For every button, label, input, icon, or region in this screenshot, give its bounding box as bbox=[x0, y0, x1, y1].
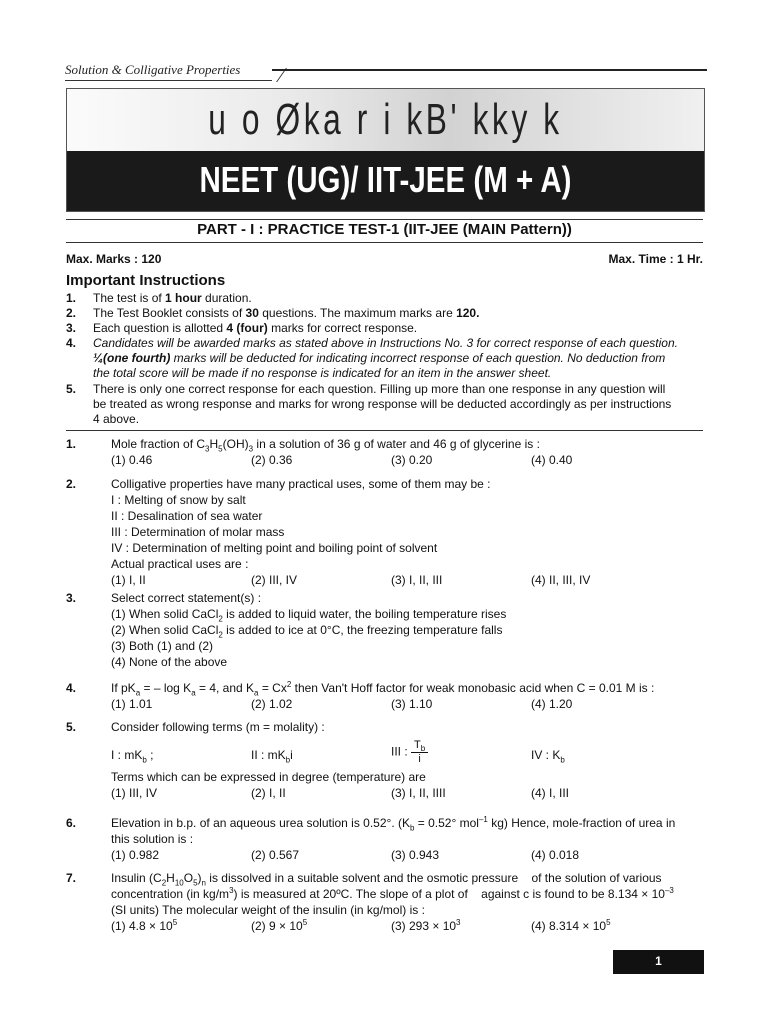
question-line: II : Desalination of sea water bbox=[111, 509, 263, 523]
option[interactable]: (3) I, II, III bbox=[391, 573, 443, 587]
banner-top bbox=[67, 89, 704, 151]
question-text: Mole fraction of $C_3H_5(OH)_3$ in a solution of 36 g of water and 46 g of glycerine is : bbox=[111, 437, 540, 454]
question-line: this solution is : bbox=[111, 832, 194, 846]
instruction-item: 4. Candidates will be awarded marks as stated above in Instructions No. 3 for correct response of each question. ¼(one fourth) marks will be deducted for indicating incorrect response of each question. No deduction from the total score will be made if no response is indicated for an item in the answer sheet. bbox=[66, 336, 678, 380]
max-marks: Max. Marks : 120 bbox=[66, 252, 162, 266]
term: III : $\frac{T_b}{i}$ bbox=[391, 739, 428, 766]
option[interactable]: (4) $8.314 \times 10^5$ bbox=[531, 918, 611, 933]
question-line: III : Determination of molar mass bbox=[111, 525, 285, 539]
option[interactable]: (1) III, IV bbox=[111, 786, 158, 800]
option[interactable]: (3) $293 \times 10^3$ bbox=[391, 918, 461, 933]
option[interactable]: (3) Both (1) and (2) bbox=[111, 639, 214, 653]
banner-title: NEET (UG)/ IIT-JEE (M + A) bbox=[199, 159, 572, 200]
options bbox=[111, 785, 706, 801]
option[interactable]: (4) 0.018 bbox=[531, 848, 580, 862]
question-line: IV : Determination of melting point and boiling point of solvent bbox=[111, 541, 438, 555]
option[interactable]: (1) 1.01 bbox=[111, 697, 153, 711]
question-7: 7. Insulin $(C_2H_{10}O_5)_n$ is dissolved in a suitable solvent and the osmotic pressure of the solution of various concentration (in $kg/m^3$) is measured at 20ºC. The slope of a plot of against c is found to be $8.134 \times 10^{-3}$ (SI units) The molecular weight of the insulin (in kg/mol) is : (1) $4.8 \times 10^5$ (2) $9 \times 10^5$ (3) $293 \times 10^3$ (4) $8.314 \times 10^5$ bbox=[66, 870, 706, 934]
option[interactable]: (4) None of the above bbox=[111, 655, 228, 669]
term: II : $mK_bi$ bbox=[251, 748, 293, 765]
question-text: Elevation in b.p. of an aqueous urea solution is 0.52°. ($K_b = 0.52^\circ$ mol$^{-1}$ kg) Hence, mole-fraction of urea in bbox=[111, 815, 676, 833]
terms-row bbox=[111, 735, 706, 769]
section-title: Solution & Colligative Properties bbox=[65, 62, 241, 77]
question-4: 4. If $pK_a$ = – $\log K_a = 4$, and $K_a = Cx^2$ then Van't Hoff factor for weak monobasic acid when C = 0.01 M is : (1) 1.01 (2) 1.02 (3) 1.10 (4) 1.20 bbox=[66, 680, 706, 712]
option[interactable]: (2) III, IV bbox=[251, 573, 298, 587]
option[interactable]: (2) $9 \times 10^5$ bbox=[251, 918, 308, 933]
instruction-item: 5. There is only one correct response for each question. Filling up more than one response in any question will be treated as wrong response and marks for wrong response will be deducted accordingly as per instructions 4 above. bbox=[66, 382, 672, 426]
question-text: Select correct statement(s) : bbox=[111, 591, 262, 605]
divider bbox=[66, 219, 703, 220]
title-banner bbox=[66, 88, 705, 212]
question-1: 1. Mole fraction of $C_3H_5(OH)_3$ in a solution of 36 g of water and 46 g of glycerine is : (1) 0.46 (2) 0.36 (3) 0.20 (4) 0.40 bbox=[66, 436, 706, 468]
option[interactable]: (3) 0.20 bbox=[391, 453, 433, 467]
instruction-item: 3. Each question is allotted 4 (four) marks for correct response. bbox=[66, 321, 418, 335]
option[interactable]: (1) When solid CaCl$_2$ is added to liquid water, the boiling temperature rises bbox=[111, 607, 507, 624]
instruction-item: 2. The Test Booklet consists of 30 questions. The maximum marks are 120. bbox=[66, 306, 480, 320]
divider bbox=[66, 430, 703, 431]
question-6: 6. Elevation in b.p. of an aqueous urea solution is 0.52°. ($K_b = 0.52^\circ$ mol$^{-1}$ kg) Hence, mole-fraction of urea in this solution is : (1) 0.982 (2) 0.567 (3) 0.943 (4) 0.018 bbox=[66, 815, 706, 863]
question-2: 2. Colligative properties have many practical uses, some of them may be : I : Melting of snow by salt II : Desalination of sea water III : Determination of molar mass IV : Determination of melting point and boiling point of solvent Actual practical uses are : (1) I, II (2) III, IV (3) I, II, III (4) II, III, IV bbox=[66, 476, 706, 588]
hindi-title: u o Øka r i kB' kky k bbox=[208, 95, 563, 144]
option[interactable]: (4) II, III, IV bbox=[531, 573, 591, 587]
option[interactable]: (1) $4.8 \times 10^5$ bbox=[111, 918, 178, 933]
instructions-heading: Important Instructions bbox=[66, 272, 226, 289]
question-line: concentration (in $kg/m^3$) is measured at 20ºC. The slope of a plot of against c is found to be $8.134 \times 10^{-3}$ bbox=[111, 886, 674, 901]
banner-bottom bbox=[67, 151, 704, 211]
term: I : $mK_b$ ; bbox=[111, 748, 154, 765]
option[interactable]: (4) 1.20 bbox=[531, 697, 573, 711]
option[interactable]: (1) 0.46 bbox=[111, 453, 153, 467]
option[interactable]: (2) I, II bbox=[251, 786, 286, 800]
option[interactable]: (3) 1.10 bbox=[391, 697, 433, 711]
question-text: Consider following terms (m = molality) : bbox=[111, 720, 325, 734]
max-time: Max. Time : 1 Hr. bbox=[608, 252, 703, 266]
option[interactable]: (3) 0.943 bbox=[391, 848, 440, 862]
options bbox=[111, 847, 706, 863]
option[interactable]: (1) I, II bbox=[111, 573, 146, 587]
option[interactable]: (2) When solid CaCl$_2$ is added to ice at 0°C, the freezing temperature falls bbox=[111, 623, 503, 640]
part-title: PART - I : PRACTICE TEST-1 (IIT-JEE (MAIN Pattern)) bbox=[197, 221, 572, 238]
options bbox=[111, 572, 706, 588]
question-line: I : Melting of snow by salt bbox=[111, 493, 246, 507]
divider bbox=[66, 242, 703, 243]
option[interactable]: (4) 0.40 bbox=[531, 453, 573, 467]
question-line: (SI units) The molecular weight of the insulin (in kg/mol) is : bbox=[111, 903, 425, 917]
option[interactable]: (2) 1.02 bbox=[251, 697, 293, 711]
question-3: 3. Select correct statement(s) : (1) When solid CaCl$_2$ is added to liquid water, the boiling temperature rises (2) When solid CaCl$_2$ is added to ice at 0°C, the freezing temperature falls (3) Both (1) and (2) (4) None of the above bbox=[66, 590, 706, 670]
question-text: Insulin $(C_2H_{10}O_5)_n$ is dissolved in a suitable solvent and the osmotic pressure of the solution of various bbox=[111, 871, 662, 888]
option[interactable]: (4) I, III bbox=[531, 786, 570, 800]
question-text: If $pK_a$ = – $\log K_a = 4$, and $K_a = Cx^2$ then Van't Hoff factor for weak monobasic acid when C = 0.01 M is : bbox=[111, 680, 655, 698]
question-line: Actual practical uses are : bbox=[111, 557, 249, 571]
options bbox=[111, 696, 706, 712]
option[interactable]: (1) 0.982 bbox=[111, 848, 160, 862]
option[interactable]: (2) 0.567 bbox=[251, 848, 300, 862]
term: IV : $K_b$ bbox=[531, 748, 565, 765]
option[interactable]: (2) 0.36 bbox=[251, 453, 293, 467]
question-5: 5. Consider following terms (m = molality) : I : $mK_b$ ; II : $mK_bi$ III : $\frac{T_b}{i}$ IV : $K_b$ Terms which can be expressed in degree (temperature) are (1) III, IV (2) I, II (3) I, II, IIII (4) I, III bbox=[66, 719, 706, 801]
question-text: Colligative properties have many practical uses, some of them may be : bbox=[111, 477, 491, 491]
options bbox=[111, 918, 706, 934]
option[interactable]: (3) I, II, IIII bbox=[391, 786, 446, 800]
options bbox=[111, 452, 706, 468]
header-underline bbox=[65, 80, 272, 81]
question-line: Terms which can be expressed in degree (temperature) are bbox=[111, 770, 426, 784]
header-rule bbox=[272, 69, 707, 71]
instruction-item: 1. The test is of 1 hour duration. bbox=[66, 291, 252, 305]
page-number: 1 bbox=[613, 950, 704, 974]
